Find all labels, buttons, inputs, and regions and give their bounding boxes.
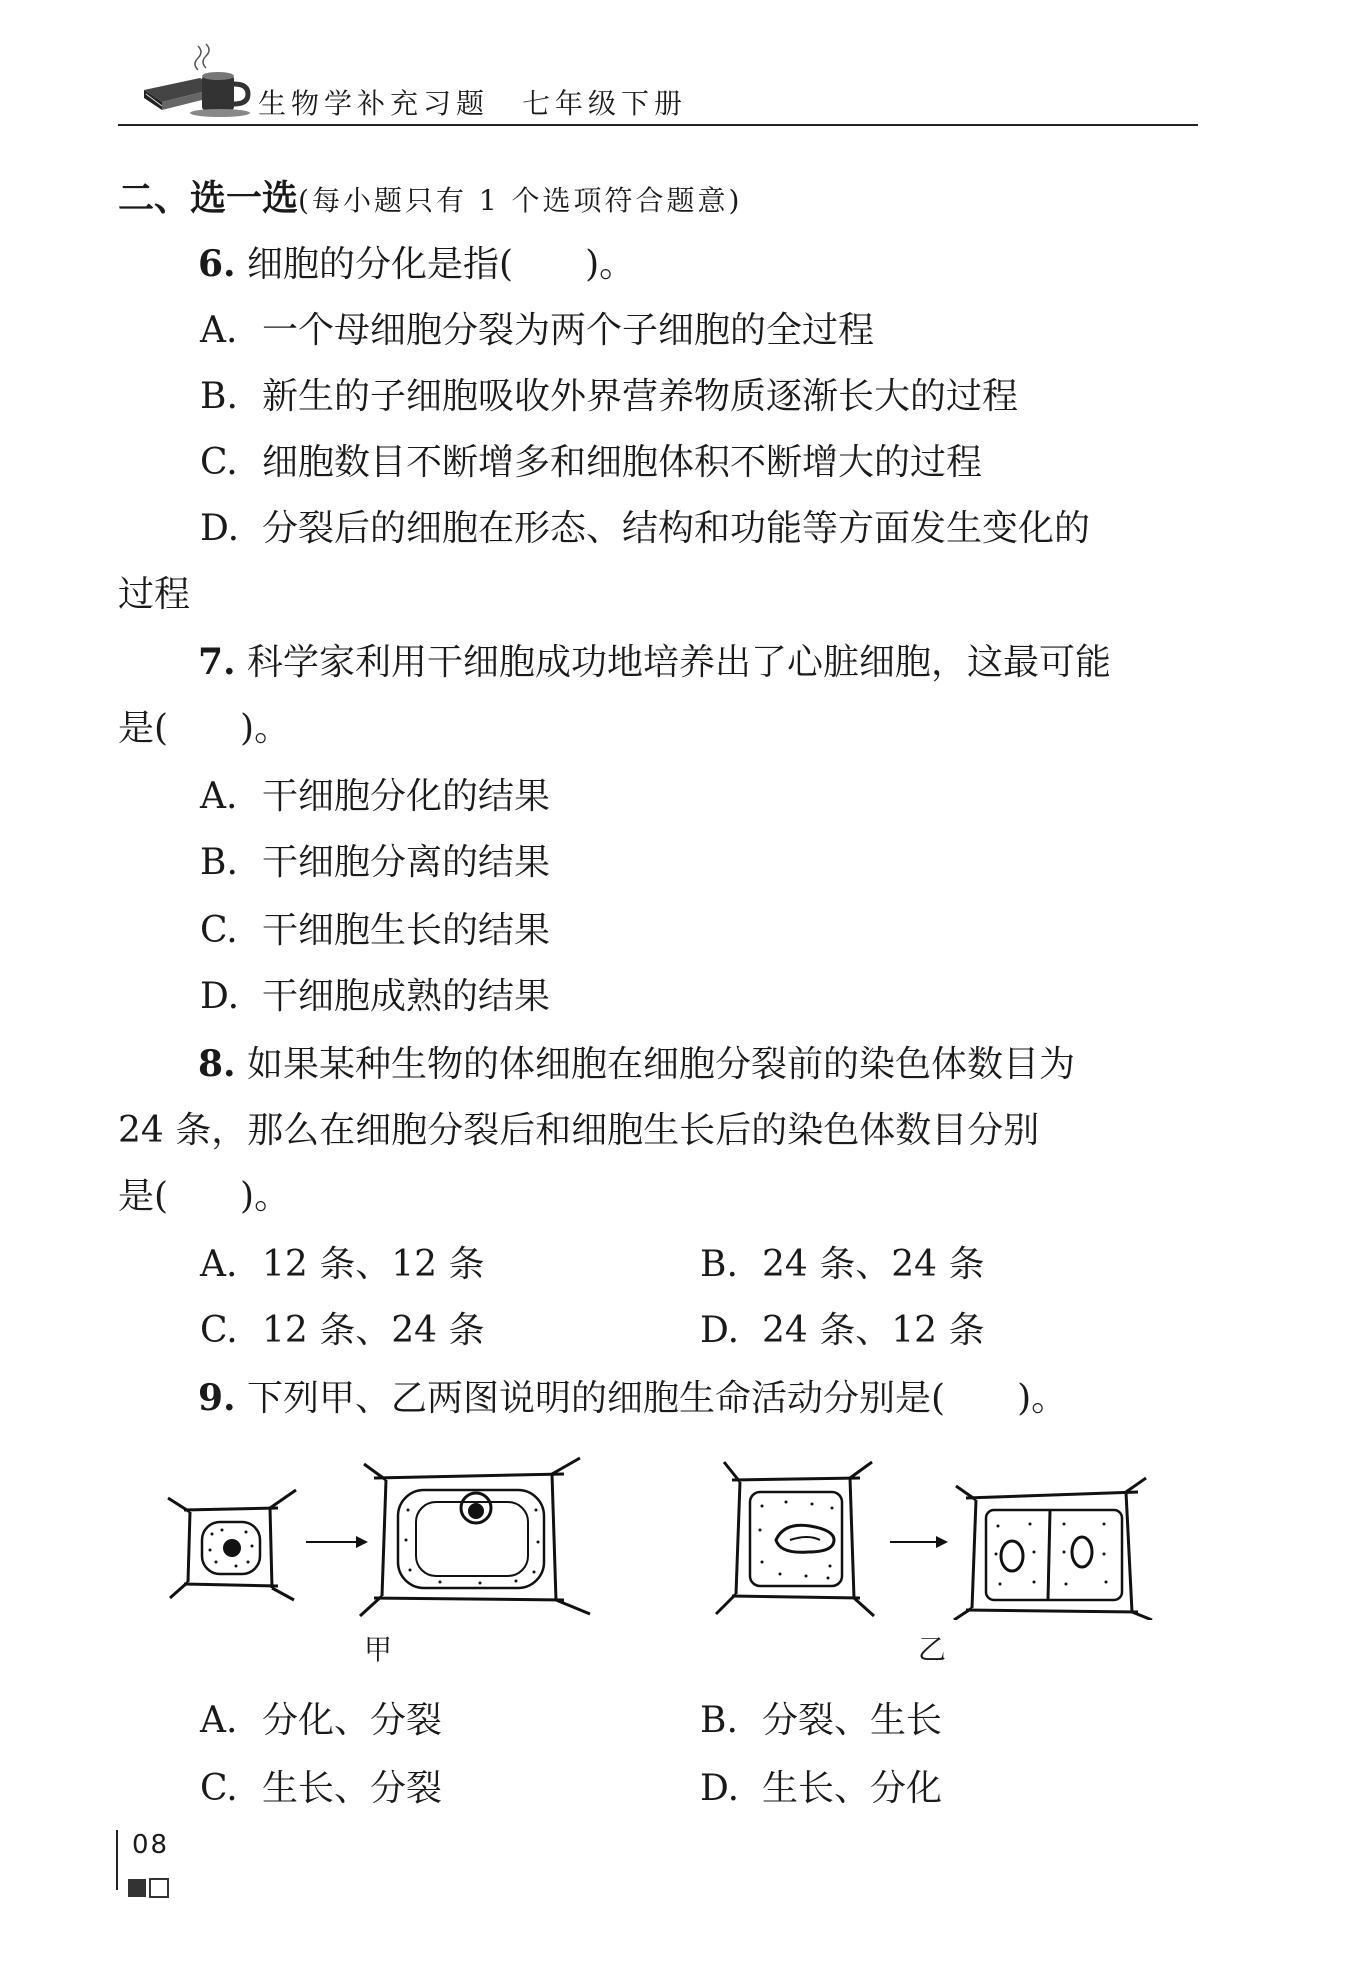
header-divider xyxy=(118,124,1198,126)
q7-option-a xyxy=(200,768,550,819)
question-number: 7. xyxy=(198,641,236,683)
section-heading xyxy=(118,170,742,221)
q9-option-d xyxy=(700,1760,942,1811)
option-text: 新生的子细胞吸收外界营养物质逐渐长大的过程 xyxy=(262,376,1019,417)
option-text: 一个母细胞分裂为两个子细胞的全过程 xyxy=(262,310,875,351)
section-title: 二、选一选 xyxy=(118,177,299,219)
option-label: B. xyxy=(200,842,238,883)
option-text: 24 条、24 条 xyxy=(762,1244,985,1285)
figure-yi-cell-division xyxy=(700,1450,1160,1620)
q6-option-d xyxy=(200,500,1090,551)
q6-option-c xyxy=(200,434,982,485)
option-label: D. xyxy=(200,976,240,1017)
option-text: 24 条、12 条 xyxy=(762,1310,985,1351)
q9-option-b xyxy=(700,1692,942,1743)
q8-option-c xyxy=(200,1302,485,1353)
question-text: 下列甲、乙两图说明的细胞生命活动分别是( )。 xyxy=(247,1378,1068,1419)
question-6-stem xyxy=(198,236,635,287)
option-text: 分裂、生长 xyxy=(762,1700,943,1741)
question-8-stem-continued: 24 条，那么在细胞分裂后和细胞生长后的染色体数目分别 xyxy=(118,1110,1040,1151)
figure-jia-cell-growth xyxy=(160,1450,600,1620)
q8-option-b xyxy=(700,1236,985,1287)
footer-divider xyxy=(116,1830,118,1890)
q7-option-c xyxy=(200,902,550,953)
option-label: D. xyxy=(700,1310,740,1351)
option-label: C. xyxy=(200,442,238,483)
question-7-stem-continued: 是( )。 xyxy=(118,708,291,749)
option-label: A. xyxy=(200,776,238,817)
section-note: (每小题只有 1 个选项符合题意) xyxy=(298,184,743,217)
question-text: 如果某种生物的体细胞在细胞分裂前的染色体数目为 xyxy=(247,1044,1076,1085)
option-label: D. xyxy=(700,1768,740,1809)
question-text: 科学家利用干细胞成功地培养出了心脏细胞，这最可能 xyxy=(247,642,1112,683)
question-9-stem xyxy=(198,1370,1067,1421)
option-label: B. xyxy=(200,376,238,417)
option-text: 细胞数目不断增多和细胞体积不断增大的过程 xyxy=(262,442,983,483)
option-text: 分裂后的细胞在形态、结构和功能等方面发生变化的 xyxy=(262,508,1091,549)
option-label: A. xyxy=(200,1244,238,1285)
option-text: 分化、分裂 xyxy=(262,1700,443,1741)
question-8-stem xyxy=(198,1036,1075,1087)
page-header xyxy=(118,40,1198,128)
option-text: 干细胞分化的结果 xyxy=(262,776,551,817)
q6-option-b xyxy=(200,368,1018,419)
question-number: 9. xyxy=(198,1377,236,1419)
figure-label-yi: 乙 xyxy=(918,1633,947,1666)
option-text: 12 条、24 条 xyxy=(262,1310,485,1351)
question-text: 细胞的分化是指( )。 xyxy=(247,244,636,285)
q7-option-b xyxy=(200,834,550,885)
option-text: 生长、分裂 xyxy=(262,1768,443,1809)
question-7-stem xyxy=(198,634,1111,685)
page-number: 08 xyxy=(132,1830,170,1860)
question-8-stem-continued: 是( )。 xyxy=(118,1176,291,1217)
question-number: 6. xyxy=(198,243,236,285)
books-and-cup-icon xyxy=(140,40,255,120)
q9-option-c xyxy=(200,1760,442,1811)
option-label: C. xyxy=(200,910,238,951)
figure-label-jia: 甲 xyxy=(364,1633,393,1666)
header-title: 生物学补充习题 七年级下册 xyxy=(258,87,688,120)
page-squares-icon xyxy=(126,1876,176,1900)
option-text: 生长、分化 xyxy=(762,1768,943,1809)
option-text: 12 条、12 条 xyxy=(262,1244,485,1285)
option-text: 干细胞分离的结果 xyxy=(262,842,551,883)
option-label: C. xyxy=(200,1768,238,1809)
option-label: C. xyxy=(200,1310,238,1351)
option-label: A. xyxy=(200,310,238,351)
option-label: B. xyxy=(700,1244,738,1285)
option-label: D. xyxy=(200,508,240,549)
option-label: B. xyxy=(700,1700,738,1741)
option-text: 干细胞成熟的结果 xyxy=(262,976,551,1017)
question-number: 8. xyxy=(198,1043,236,1085)
q9-option-a xyxy=(200,1692,442,1743)
q7-option-d xyxy=(200,968,550,1019)
q6-option-d-continued: 过程 xyxy=(118,574,191,615)
option-text: 干细胞生长的结果 xyxy=(262,910,551,951)
q8-option-a xyxy=(200,1236,485,1287)
option-label: A. xyxy=(200,1700,238,1741)
q6-option-a xyxy=(200,302,874,353)
q8-option-d xyxy=(700,1302,985,1353)
